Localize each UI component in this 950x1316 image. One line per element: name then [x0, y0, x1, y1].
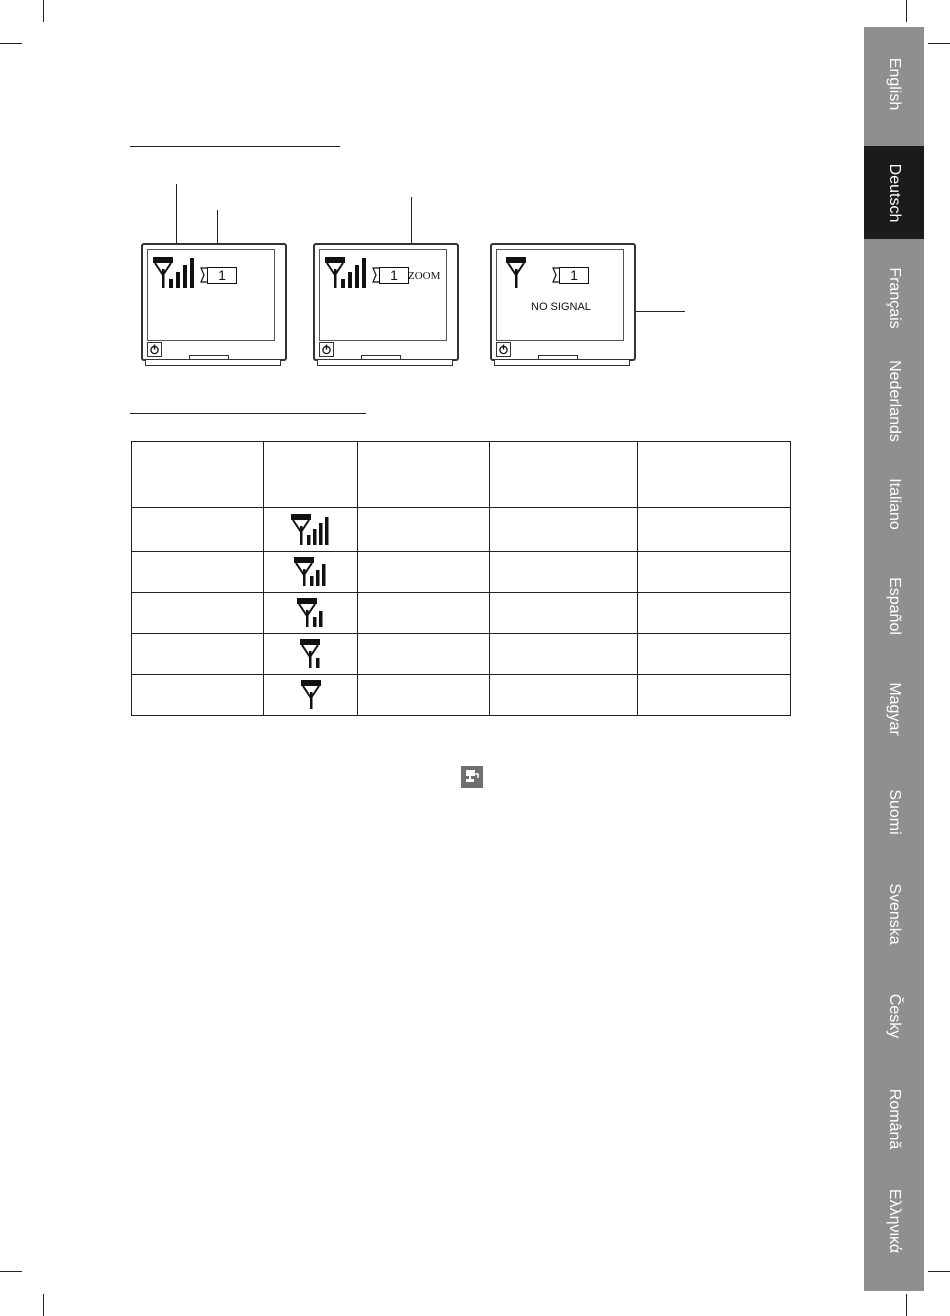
- language-tab-label: Magyar: [886, 681, 903, 736]
- table-cell: [132, 593, 264, 634]
- language-tab-label: Español: [886, 576, 903, 635]
- table-cell: [358, 508, 490, 552]
- table-cell: [358, 442, 490, 508]
- crop-mark: [906, 1294, 907, 1316]
- language-tab-label: Česky: [886, 993, 903, 1038]
- table-cell: [264, 552, 358, 593]
- table-cell: [264, 593, 358, 634]
- crop-mark: [928, 43, 950, 44]
- language-tab-label: Suomi: [886, 788, 903, 835]
- antenna-signal-icon: [325, 257, 369, 289]
- language-tab-deutsch[interactable]: [864, 146, 924, 239]
- table-cell: [638, 508, 791, 552]
- language-tab-label: English: [886, 57, 903, 110]
- crop-mark: [43, 0, 44, 22]
- language-tab-francais[interactable]: [864, 251, 924, 344]
- crop-mark: [43, 1294, 44, 1316]
- crop-mark: [928, 1271, 950, 1272]
- camera-channel: 1: [207, 267, 237, 284]
- table-row: [132, 508, 791, 552]
- power-icon: [498, 344, 509, 355]
- callout-line: [176, 184, 177, 247]
- language-tab-label: Română: [886, 1088, 903, 1149]
- camera-menu-icon: [461, 766, 483, 788]
- table-cell: [490, 442, 638, 508]
- power-button[interactable]: [147, 342, 162, 357]
- monitor-display-1: [141, 243, 287, 365]
- table-cell: [638, 675, 791, 716]
- table-cell: [490, 634, 638, 675]
- antenna-signal-icon: [291, 514, 331, 546]
- table-cell: [490, 593, 638, 634]
- table-cell: [132, 508, 264, 552]
- power-button[interactable]: [496, 342, 511, 357]
- table-cell: [490, 675, 638, 716]
- language-tab-espanol[interactable]: [864, 559, 924, 652]
- table-cell: [638, 593, 791, 634]
- antenna-signal-icon: [506, 257, 528, 289]
- table-cell: [358, 593, 490, 634]
- language-tab-label: Italiano: [886, 477, 903, 530]
- language-tab-italiano[interactable]: [864, 457, 924, 550]
- table-cell: [490, 552, 638, 593]
- language-sidebar: [864, 27, 924, 1291]
- language-tab-label: Deutsch: [886, 163, 903, 222]
- language-tab-magyar[interactable]: [864, 662, 924, 755]
- no-signal-message: NO SIGNAL: [531, 301, 591, 313]
- table-cell: [264, 634, 358, 675]
- camera-channel: 1: [379, 267, 409, 284]
- table-row: [132, 593, 791, 634]
- table-cell: [358, 634, 490, 675]
- language-tab-cesky[interactable]: [864, 969, 924, 1062]
- power-button[interactable]: [319, 342, 334, 357]
- section-rule: [130, 146, 340, 147]
- table-cell: [490, 508, 638, 552]
- table-row: [132, 675, 791, 716]
- power-icon: [321, 344, 332, 355]
- monitor-base: [494, 360, 630, 366]
- antenna-signal-icon: [153, 257, 197, 289]
- table-header-row: [132, 442, 791, 508]
- table-row: [132, 552, 791, 593]
- table-row: [132, 634, 791, 675]
- language-tab-label: Ελληνικά: [886, 1188, 903, 1253]
- language-tab-greek[interactable]: [864, 1174, 924, 1267]
- power-icon: [149, 344, 160, 355]
- table-cell: [132, 442, 264, 508]
- antenna-signal-icon: [301, 680, 321, 710]
- table-cell: [264, 675, 358, 716]
- language-tab-nederlands[interactable]: [864, 354, 924, 447]
- monitor-base: [145, 360, 281, 366]
- table-cell: [358, 552, 490, 593]
- antenna-signal-icon: [294, 557, 328, 587]
- antenna-signal-icon: [300, 639, 322, 669]
- table-cell: [132, 634, 264, 675]
- language-tab-label: Français: [886, 266, 903, 329]
- language-tab-svenska[interactable]: [864, 867, 924, 960]
- table-cell: [638, 634, 791, 675]
- language-tab-english[interactable]: [864, 37, 924, 130]
- language-tab-romana[interactable]: [864, 1072, 924, 1165]
- zoom-indicator: ZOOM: [408, 270, 441, 282]
- table-cell: [264, 508, 358, 552]
- table-cell: [638, 552, 791, 593]
- table-cell: [264, 442, 358, 508]
- language-tab-label: Nederlands: [886, 359, 903, 442]
- antenna-signal-icon: [297, 598, 325, 628]
- table-cell: [132, 675, 264, 716]
- monitor-display-2: [313, 243, 459, 365]
- table-cell: [132, 552, 264, 593]
- table-cell: [638, 442, 791, 508]
- crop-mark: [0, 1271, 22, 1272]
- crop-mark: [906, 0, 907, 22]
- monitor-base: [317, 360, 453, 366]
- crop-mark: [0, 43, 22, 44]
- signal-strength-table: [131, 441, 791, 716]
- camera-channel: 1: [559, 267, 589, 284]
- language-tab-label: Svenska: [886, 882, 903, 945]
- monitor-display-3: [490, 243, 636, 365]
- language-tab-suomi[interactable]: [864, 765, 924, 858]
- section-rule: [130, 413, 366, 414]
- table-cell: [358, 675, 490, 716]
